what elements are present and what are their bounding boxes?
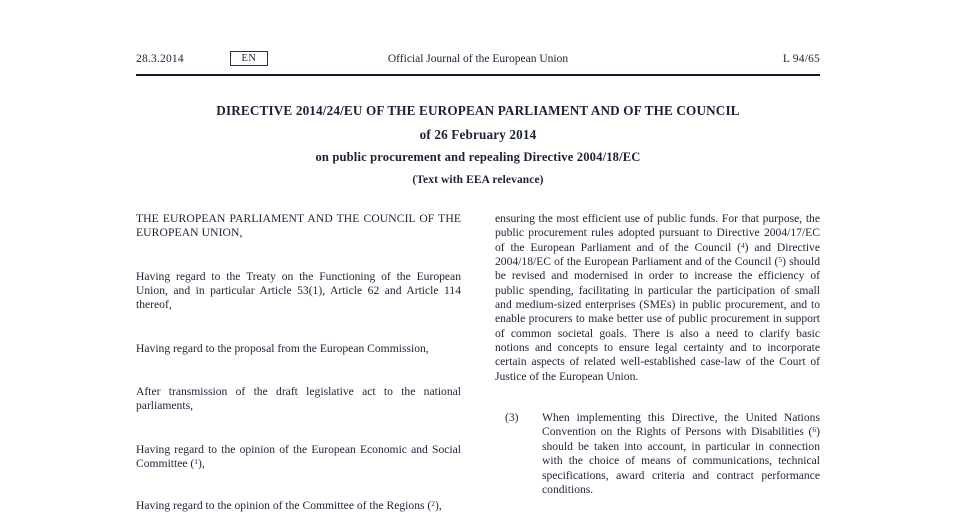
directive-title-line-3: on public procurement and repealing Directive 2004/18/EC	[315, 150, 641, 164]
recital-3-number: (3)	[505, 411, 519, 425]
right-column	[495, 212, 820, 530]
recital-3	[495, 411, 820, 497]
citation-cor-opinion: Having regard to the opinion of the Committee of the Regions ($^2$),	[136, 499, 442, 513]
footnote-marker-6: 6	[812, 425, 817, 435]
citation-national-parliaments	[136, 385, 461, 414]
directive-title-line-4: (Text with EEA relevance)	[412, 174, 544, 186]
recital-2-continuation: ensuring the most efficient use of public funds. For that purpose, the public procurement rules adopted pursuant to Directive 2004/17/EC of the European Parliament and of the Council ($^4$) and Directive 2004/18/EC of the European Parliament and of the Council ($^5$) should be revised and modernised in order to increase the efficiency of public spending, facilitating in particular the participation of small and medium-sized enterprises (SMEs) in public procurement, and to enable procurers to make better use of public procurement in support of common societal goals. There is also a need to clarify basic notions and concepts to ensure legal certainty and to incorporate certain aspects of related well-established case-law of the Court of Justice of the European Union.	[495, 212, 820, 383]
directive-title-line-1: DIRECTIVE 2014/24/EU OF THE EUROPEAN PARLIAMENT AND OF THE COUNCIL	[216, 103, 740, 118]
header-rule	[136, 74, 820, 76]
footnote-marker-4: 4	[740, 240, 745, 250]
language-code-box: EN	[230, 51, 268, 66]
body-columns	[136, 212, 820, 530]
citation-commission-proposal	[136, 342, 461, 356]
directive-title-block	[136, 100, 820, 192]
page-content-area	[136, 0, 820, 530]
directive-title-line-2: of 26 February 2014	[419, 127, 537, 142]
running-head	[136, 53, 820, 73]
page-reference: L 94/65	[782, 53, 820, 65]
running-head-date: 28.3.2014	[136, 53, 184, 65]
publication-title: Official Journal of the European Union	[387, 53, 569, 65]
left-column	[136, 212, 461, 530]
footnote-marker-2: 2	[431, 499, 435, 509]
citation-treaty	[136, 270, 461, 313]
citation-commission-proposal-text: Having regard to the proposal from the European Commission,	[136, 341, 429, 355]
preamble-addressee	[136, 212, 461, 241]
footnote-marker-1: 1	[194, 457, 198, 466]
citation-treaty-text: Having regard to the Treaty on the Functioning of the European Union, and in particular Article 53(1), Article 62 and Article 114 thereof,	[136, 269, 461, 312]
citation-eesc-opinion: Having regard to the opinion of the European Economic and Social Committee ($^1$),	[136, 442, 461, 471]
recital-3-text: When implementing this Directive, the United Nations Convention on the Rights of Persons with Disabilities ($^6$) should be taken into account, in particular in connection with the choice of means of communications, technical specifications, award criteria and contract performance conditions.	[542, 411, 820, 496]
preamble-addressee-text: THE EUROPEAN PARLIAMENT AND THE COUNCIL OF THE EUROPEAN UNION,	[136, 212, 461, 240]
citation-national-parliaments-text: After transmission of the draft legislative act to the national parliaments,	[136, 385, 461, 413]
footnote-marker-5: 5	[778, 254, 783, 264]
